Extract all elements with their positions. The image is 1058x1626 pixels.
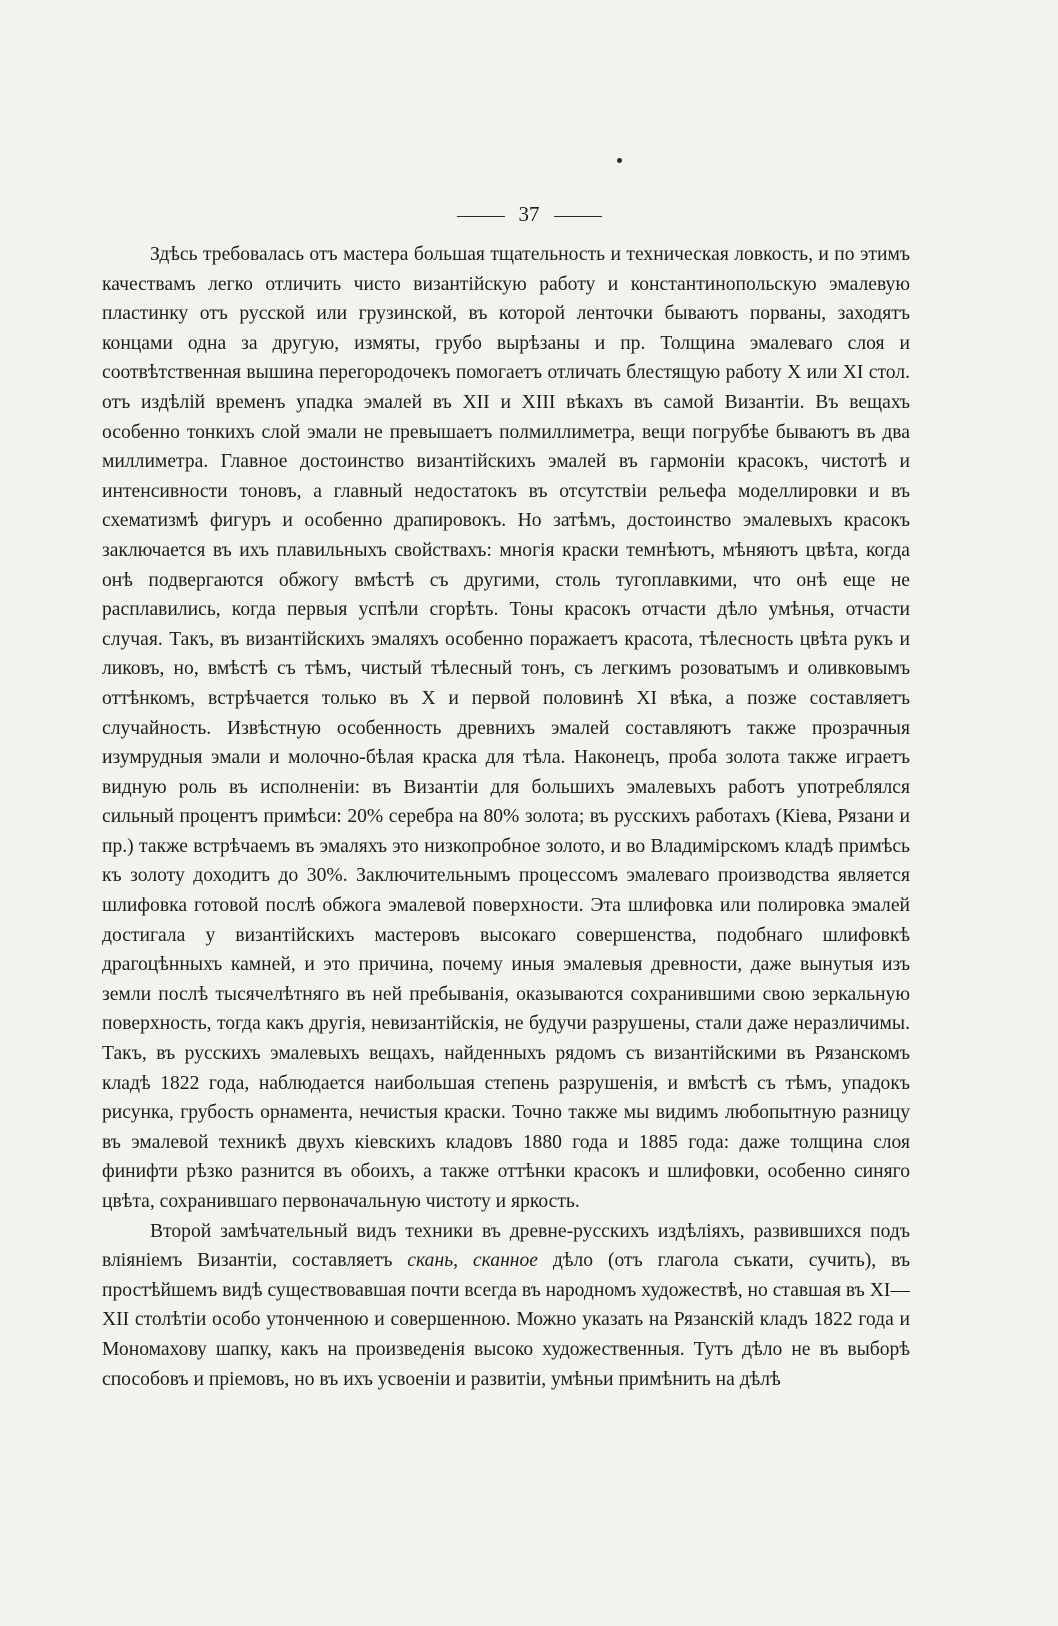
paragraph-2-text-b: дѣло (отъ глагола съкати, сучить), въ простѣйшемъ видѣ существовавшая почти всегда въ народномъ художествѣ, но ставшая въ XI—XII столѣтіи особо утонченною и совершенною. Можно указать на Рязанскій кладъ 1822 года и Мономахову шапку, какъ на произведенія высоко художественныя. Тутъ дѣло не въ выборѣ способовъ и пріемовъ, но въ ихъ усвоеніи и развитіи, умѣньи примѣнить на дѣлѣ <box>102 1250 910 1390</box>
paragraph-1 <box>102 240 910 1217</box>
ink-speck <box>617 158 622 163</box>
page-number: 37 <box>518 202 540 226</box>
paragraph-1-text: Здѣсь требовалась отъ мастера большая тщательность и техническая ловкость, и по этимъ качествамъ легко отличить чисто византійскую работу и константинопольскую эмалевую пластинку отъ русской или грузинской, въ которой ленточки бываютъ порваны, заходятъ концами одна за другую, измяты, грубо вырѣзаны и пр. Толщина эмалеваго слоя и соотвѣтственная вышина перегородочекъ помогаетъ отличать блестящую работу X или XI стол. отъ издѣлій временъ упадка эмалей въ XII и XIII вѣкахъ въ самой Византіи. Въ вещахъ особенно тонкихъ слой эмали не превышаетъ полмиллиметра, вещи погрубѣе бываютъ въ два миллиметра. Главное достоинство византійскихъ эмалей въ гармоніи красокъ, чистотѣ и интенсивности тоновъ, а главный недостатокъ въ отсутствіи рельефа моделлировки и въ схематизмѣ фигуръ и особенно драпировокъ. Но затѣмъ, достоинство эмалевыхъ красокъ заключается въ ихъ плавильныхъ свойствахъ: многія краски темнѣютъ, мѣняютъ цвѣта, когда онѣ подвергаются обжогу вмѣстѣ съ другими, столь тугоплавкими, что онѣ еще не расплавились, когда первыя успѣли сгорѣть. Тоны красокъ отчасти дѣло умѣнья, отчасти случая. Такъ, въ византійскихъ эмаляхъ особенно поражаетъ красота, тѣлесность цвѣта рукъ и ликовъ, но, вмѣстѣ съ тѣмъ, чистый тѣлесный тонъ, съ легкимъ розоватымъ и оливковымъ оттѣнкомъ, встрѣчается только въ X и первой половинѣ XI вѣка, а позже составляетъ случайность. Извѣстную особенность древнихъ эмалей составляютъ также прозрачныя изумрудныя эмали и молочно-бѣлая краска для тѣла. Наконецъ, проба золота также играетъ видную роль въ исполненіи: въ Византіи для большихъ эмалевыхъ работъ употреблялся сильный процентъ примѣси: 20% серебра на 80% золота; въ русскихъ работахъ (Кіева, Рязани и пр.) также встрѣчаемъ въ эмаляхъ это низкопробное золото, и во Владимірскомъ кладѣ примѣсь къ золоту доходитъ до 30%. Заключительнымъ процессомъ эмалеваго производства является шлифовка готовой послѣ обжога эмалевой поверхности. Эта шлифовка или полировка эмалей достигала у византійскихъ мастеровъ высокаго совершенства, подобнаго шлифовкѣ драгоцѣнныхъ камней, и это причина, почему иныя эмалевыя древности, даже вынутыя изъ земли послѣ тысячелѣтняго въ ней пребыванія, оказываются сохранившими свою зеркальную поверхность, тогда какъ другія, невизантійскія, не будучи разрушены, стали даже неразличимы. Такъ, въ русскихъ эмалевыхъ вещахъ, найденныхъ рядомъ съ византійскими въ Рязанскомъ кладѣ 1822 года, наблюдается наибольшая степень разрушенія, и вмѣстѣ съ тѣмъ, упадокъ рисунка, грубость орнамента, нечистыя краски. Точно также мы видимъ любопытную разницу въ эмалевой техникѣ двухъ кіевскихъ кладовъ 1880 года и 1885 года: даже толщина слоя финифти рѣзко разнится въ обоихъ, а также оттѣнки красокъ и шлифовки, особенно синяго цвѣта, сохранившаго первоначальную чистоту и яркость. <box>102 244 910 1212</box>
paragraph-2-italic-term: скань, сканное <box>407 1250 539 1272</box>
paragraph-2-text-a: Второй замѣчательный видъ техники въ древне-русскихъ издѣліяхъ, развившихся подъ вліяніемъ Византіи, составляетъ <box>102 1220 910 1272</box>
body-text <box>102 240 910 1394</box>
header-rule-right <box>554 216 602 217</box>
paragraph-2 <box>102 1217 910 1395</box>
page-header <box>0 202 1058 227</box>
header-rule-left <box>457 216 505 217</box>
